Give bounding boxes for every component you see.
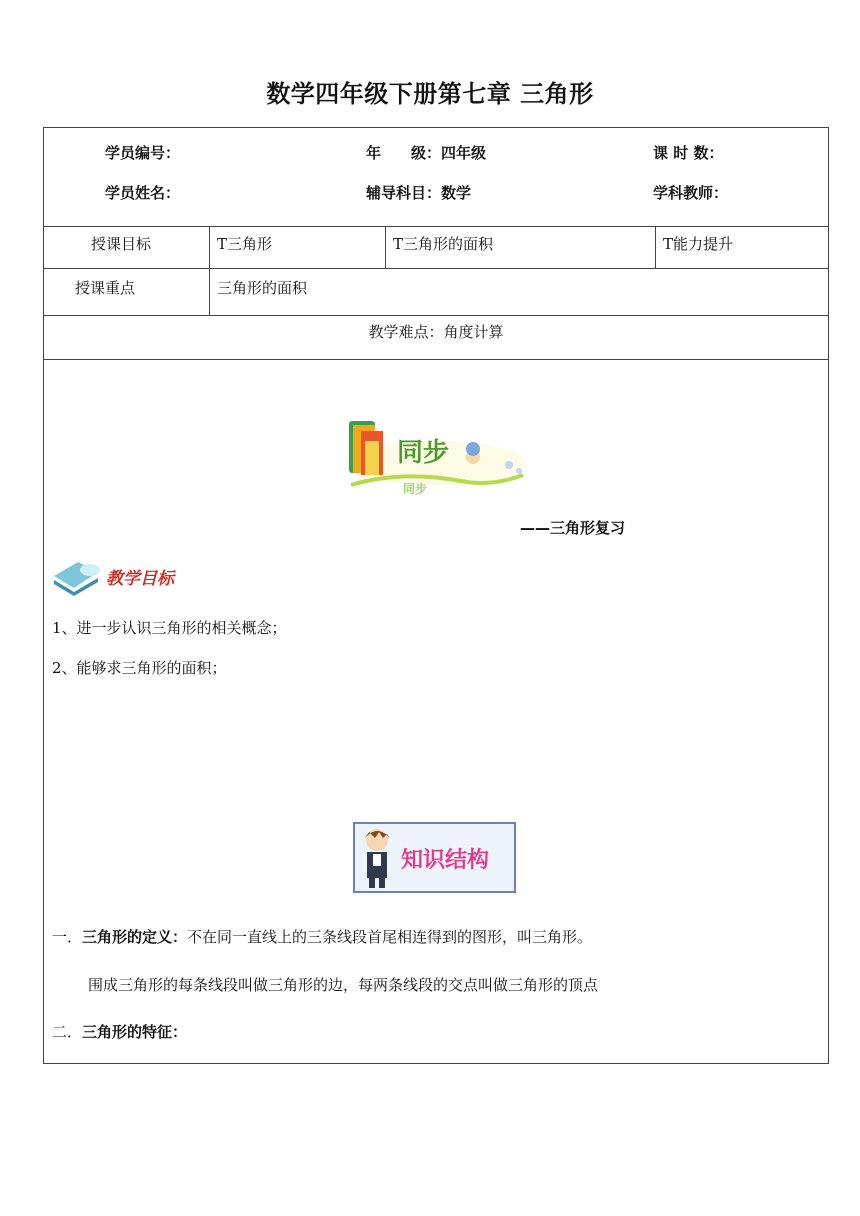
focus-label: 授课重点 (75, 279, 136, 297)
section-2-heading: 三角形的特征： (82, 1023, 188, 1041)
section-1-text: 不在同一直线上的三条线段首尾相连得到的图形，叫三角形。 (187, 928, 593, 946)
subtitle: ——三角形复习 (520, 519, 626, 537)
tongbu-banner-icon (341, 415, 531, 495)
teaching-goals-banner-icon (50, 552, 206, 596)
focus-row (44, 269, 828, 316)
knowledge-structure-label: 知识结构 (401, 848, 490, 873)
page-title: 数学四年级下册第七章 三角形 (266, 80, 594, 108)
goal-item: T三角形的面积 (393, 235, 494, 253)
boy-avatar-icon (357, 826, 397, 890)
goal-item: T能力提升 (663, 235, 734, 253)
section-1-line (52, 926, 592, 947)
difficulty-row (44, 316, 828, 360)
student-name-label: 学员姓名： (105, 184, 181, 202)
goals-label-cell (44, 227, 210, 268)
focus-label-cell (44, 269, 210, 315)
tongbu-title: 同步 (397, 438, 450, 468)
goals-row (44, 227, 828, 269)
section-1-more: 围成三角形的每条线段叫做三角形的边，每两条线段的交点叫做三角形的顶点 (88, 976, 599, 994)
teaching-goals-label: 教学目标 (106, 569, 174, 589)
goal-cell-3 (656, 227, 829, 268)
goal-item: T三角形 (217, 235, 273, 253)
difficulty-text: 教学难点：角度计算 (368, 323, 504, 341)
goals-label: 授课目标 (91, 235, 152, 253)
focus-value: 三角形的面积 (217, 279, 308, 297)
goal-cell-2 (386, 227, 656, 268)
knowledge-structure-banner (353, 822, 516, 893)
header-row (44, 128, 828, 227)
objective-1: 1、进一步认识三角形的相关概念； (52, 619, 287, 637)
section-1-heading: 三角形的定义： (82, 928, 188, 946)
lesson-body (44, 360, 828, 1063)
lesson-table (43, 127, 829, 1064)
lessons-label: 课 时 数： (653, 144, 724, 162)
grade-label: 年 级：四年级 (366, 144, 487, 162)
teacher-label: 学科教师： (653, 184, 729, 202)
goal-cell-1 (210, 227, 386, 268)
section-2-line (52, 1021, 187, 1042)
tongbu-sub: 同步 (403, 482, 428, 495)
section-2-number: 二． (52, 1023, 83, 1041)
focus-value-cell (210, 269, 830, 315)
student-id-label: 学员编号： (105, 144, 181, 162)
objective-2: 2、能够求三角形的面积； (52, 659, 227, 677)
subject-label: 辅导科目：数学 (366, 184, 472, 202)
section-1-number: 一． (52, 928, 83, 946)
